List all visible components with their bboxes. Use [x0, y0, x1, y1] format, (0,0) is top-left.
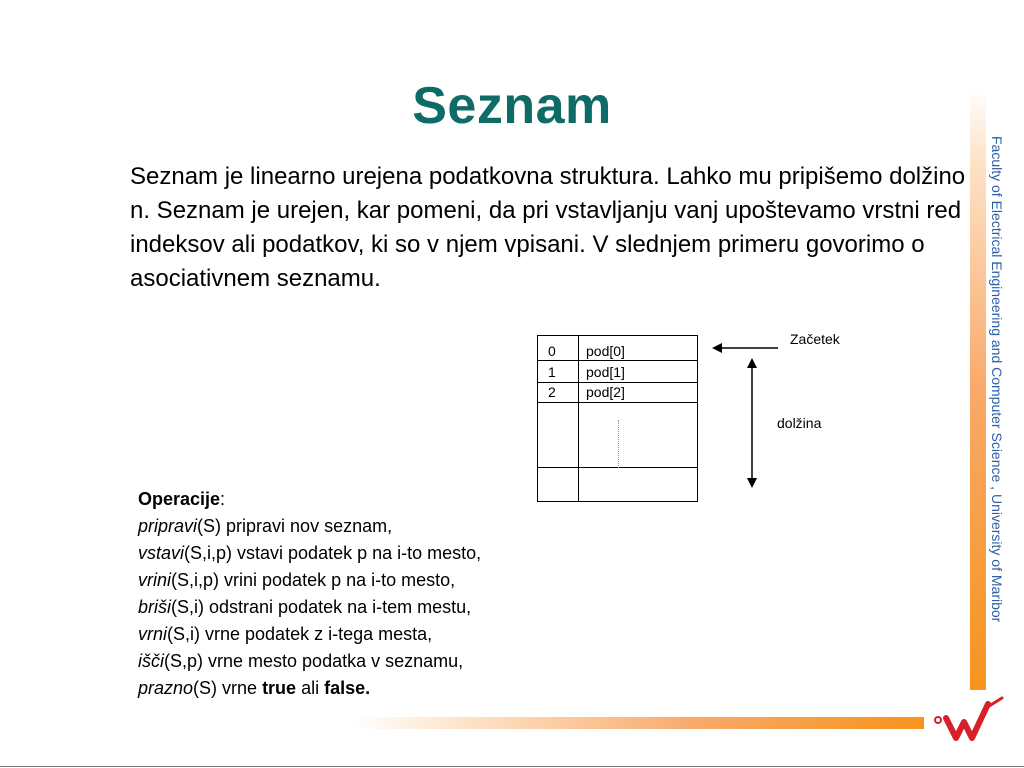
start-arrow-icon — [712, 343, 778, 353]
footer-divider — [0, 766, 1024, 767]
operations-heading: Operacije: — [138, 489, 226, 509]
row-index: 0 — [548, 343, 556, 359]
row-index: 1 — [548, 364, 556, 380]
length-double-arrow-icon — [747, 358, 757, 488]
operation-item: vrini(S,i,p) vrini podatek p na i-to mesto, — [138, 570, 456, 590]
intro-paragraph: Seznam je linearno urejena podatkovna struktura. Lahko mu pripišemo dolžino n. Seznam je urejen, kar pomeni, da pri vstavljanju vanj upoštevamo vrstni red indeksov ali podatkov, ki so v njem vpisani. V slednjem primeru govorimo o asociativnem seznamu. — [130, 163, 966, 292]
length-label: dolžina — [777, 415, 822, 431]
operation-item: išči(S,p) vrne mesto podatka v seznamu, — [138, 651, 464, 671]
operations-list — [138, 486, 658, 702]
university-logo-icon — [930, 696, 1010, 748]
row-value: pod[1] — [586, 364, 625, 380]
row-value: pod[2] — [586, 384, 625, 400]
operation-item: briši(S,i) odstrani podatek na i-tem mestu, — [138, 597, 472, 617]
operation-item: vstavi(S,i,p) vstavi podatek p na i-to mesto, — [138, 543, 482, 563]
faculty-label: Faculty of Electrical Engineering and Computer Science , University of Maribor — [989, 136, 1005, 623]
bottom-accent-bar — [352, 717, 924, 729]
slide-title: Seznam — [412, 77, 612, 135]
operation-item: pripravi(S) pripravi nov seznam, — [138, 516, 393, 536]
start-label: Začetek — [790, 331, 840, 347]
operation-item: vrni(S,i) vrne podatek z i-tega mesta, — [138, 624, 433, 644]
operation-item: prazno(S) vrne true ali false. — [138, 678, 371, 698]
row-index: 2 — [548, 384, 556, 400]
row-value: pod[0] — [586, 343, 625, 359]
